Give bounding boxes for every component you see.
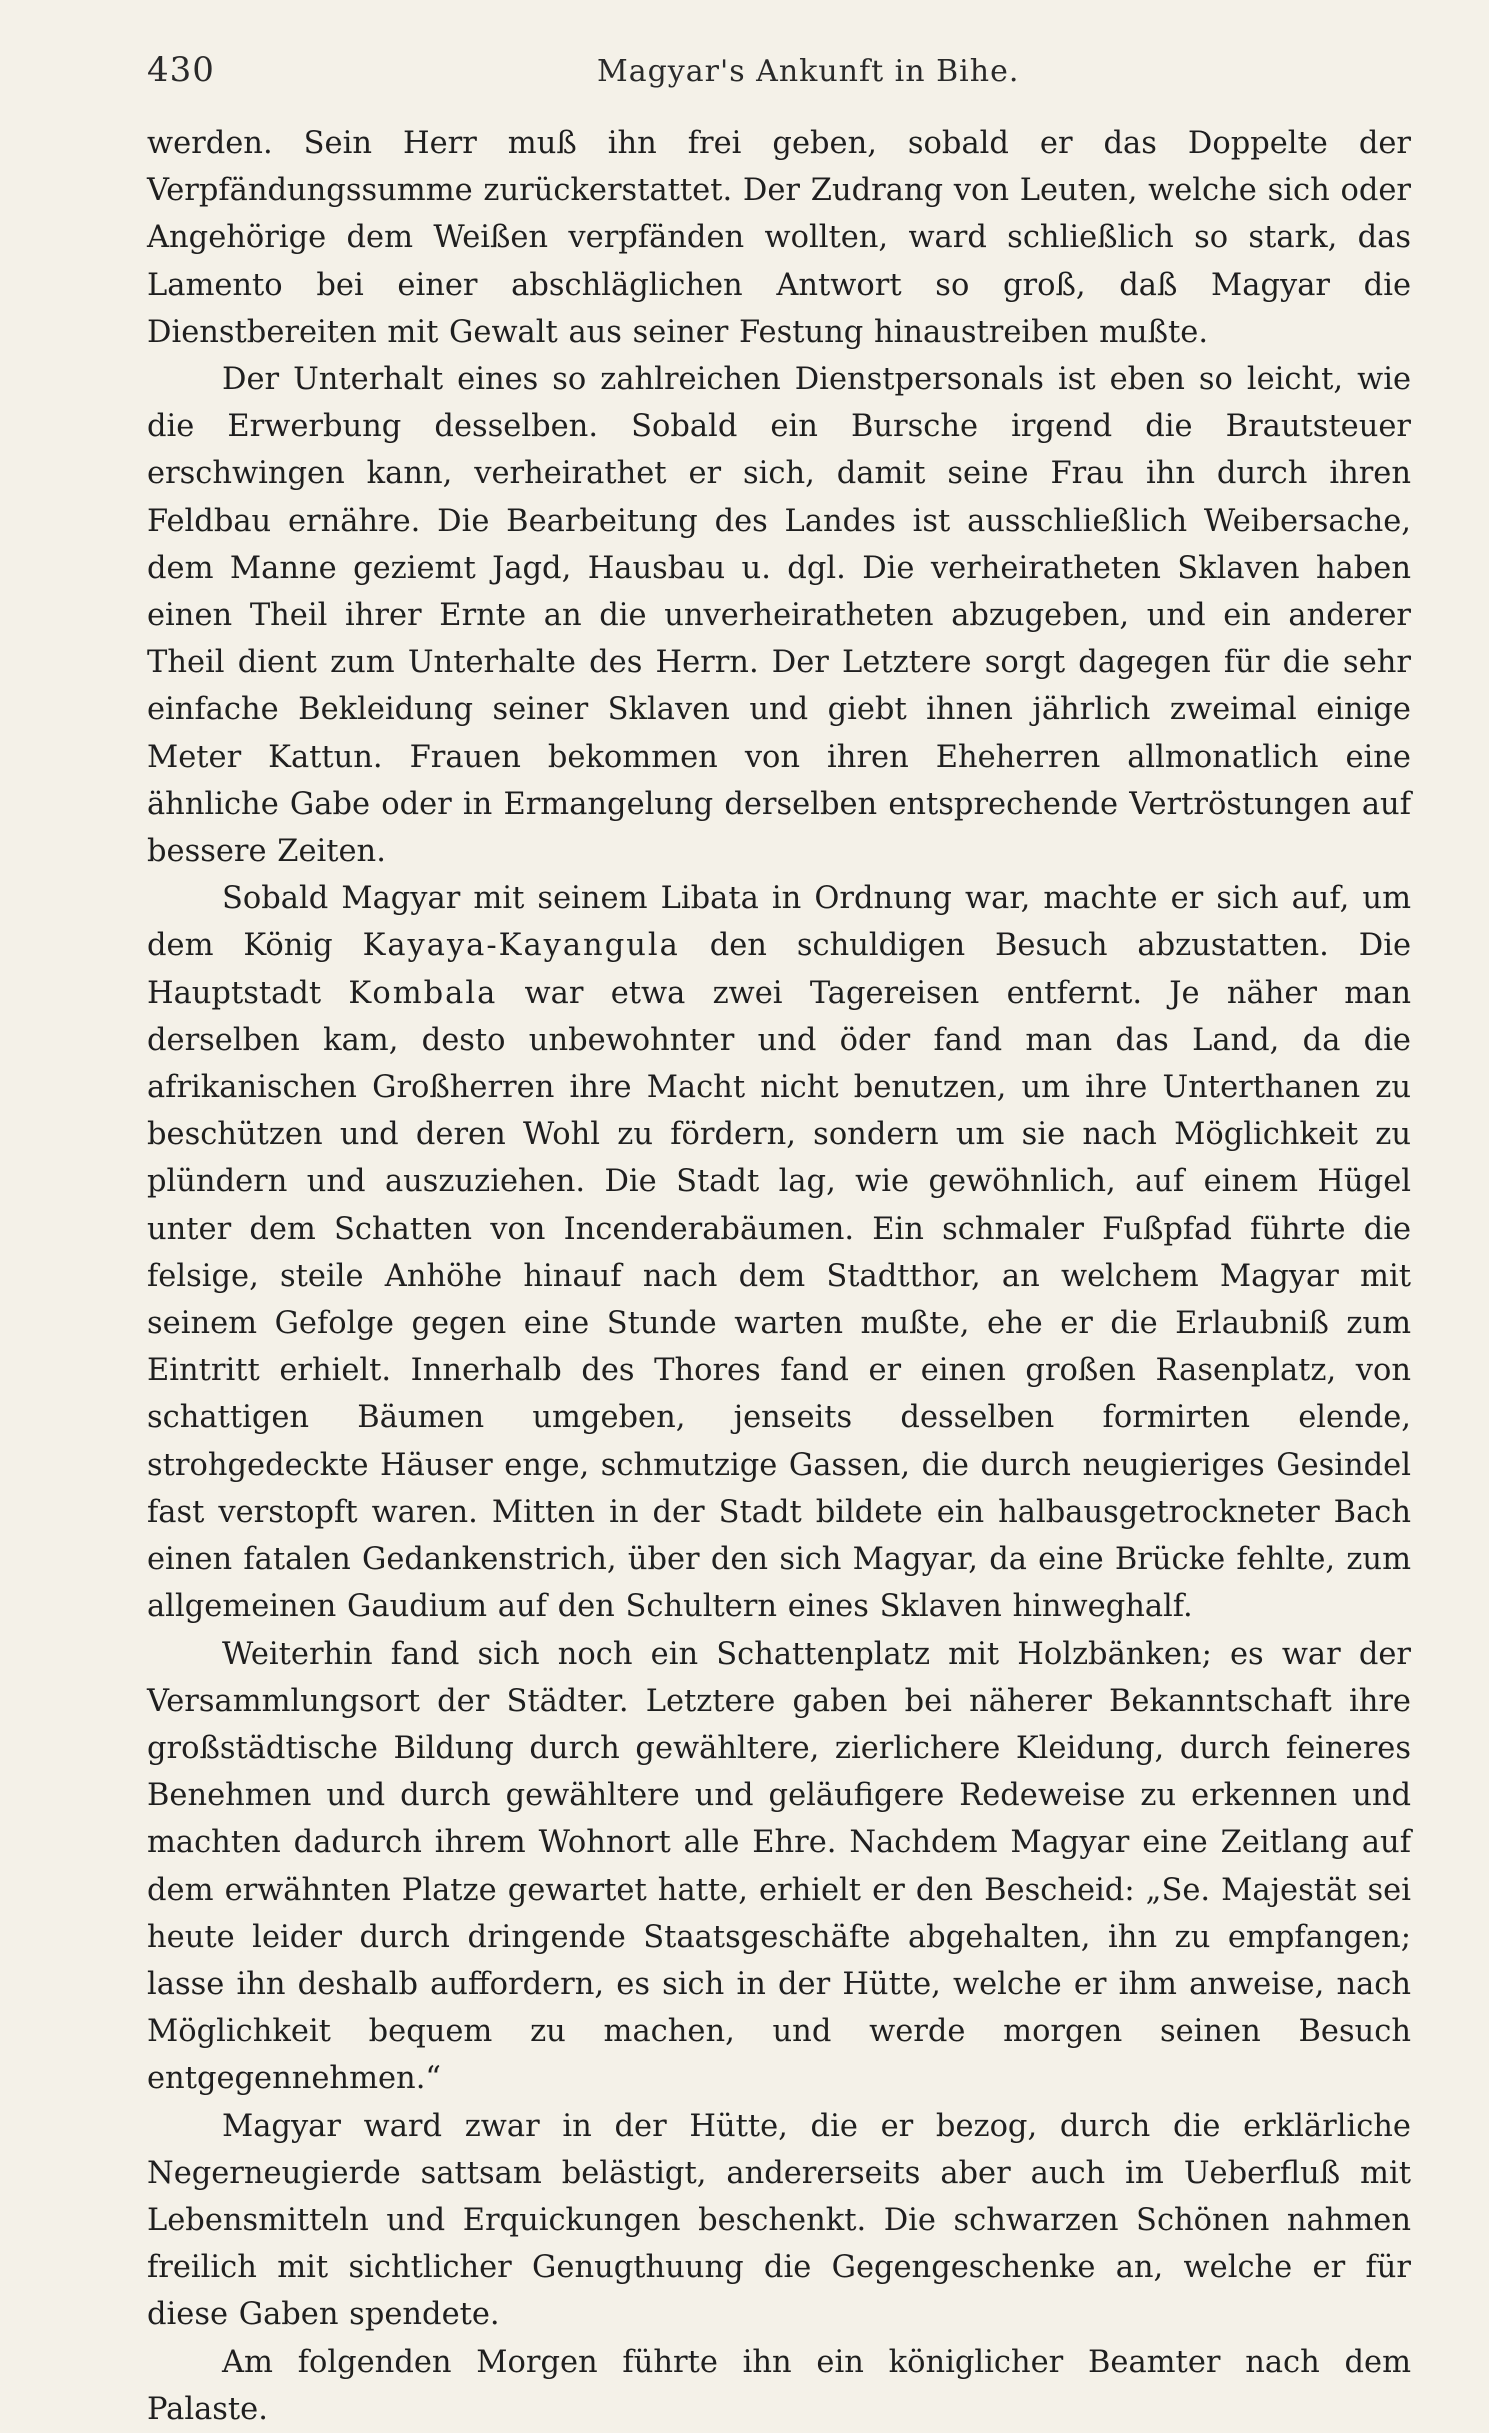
capital-name: Kombala [348, 975, 498, 1011]
paragraph [147, 875, 1411, 1630]
running-head [147, 50, 1411, 100]
paragraph-text: den schuldigen Besuch abzustatten. Die Hauptstadt [147, 928, 1411, 1011]
running-title: Magyar's Ankunft in Bihe. [597, 54, 1020, 89]
king-name: Kayaya-Kayangula [362, 928, 680, 964]
paragraph: Weiterhin fand sich noch ein Schattenplatz mit Holzbänken; es war der Versammlungsort der Städter. Letztere gaben bei näherer Bekanntschaft ihre großstädtische Bildung durch gewähltere, zierlichere Kleidung, durch feineres Benehmen und durch gewähltere und geläufigere Redeweise zu erkennen und machten dadurch ihrem Wohnort alle Ehre. Nachdem Magyar eine Zeitlang auf dem erwähnten Platze gewartet hatte, erhielt er den Bescheid: „Se. Majestät sei heute leider durch dringende Staatsgeschäfte abgehalten, ihn zu empfangen; lasse ihn deshalb auffordern, es sich in der Hütte, welche er ihm anweise, nach Möglichkeit bequem zu machen, und werde morgen seinen Besuch entgegennehmen.“ [147, 1636, 1411, 2097]
paragraph: Magyar ward zwar in der Hütte, die er bezog, durch die erklärliche Negerneugierde sattsam belästigt, andererseits aber auch im Ueberfluß mit Lebensmitteln und Erquickungen beschenkt. Die schwarzen Schönen nahmen freilich mit sichtlicher Genugthuung die Gegengeschenke an, welche er für diese Gaben spendete. [147, 2108, 1411, 2333]
paragraph-text: Sobald Magyar mit seinem Libata in Ordnung war, machte er sich auf, um dem König [147, 881, 1411, 964]
body-text [147, 120, 1411, 2433]
page-number: 430 [147, 50, 215, 90]
paragraph: werden. Sein Herr muß ihn frei geben, sobald er das Doppelte der Verpfändungssumme zurückerstattet. Der Zudrang von Leuten, welche sich oder Angehörige dem Weißen verpfänden wollten, ward schließlich so stark, das Lamento bei einer abschläglichen Antwort so groß, daß Magyar die Dienstbereiten mit Gewalt aus seiner Festung hinaustreiben mußte. [147, 126, 1411, 350]
paragraph: Am folgenden Morgen führte ihn ein königlicher Beamter nach dem Palaste. [147, 2344, 1411, 2427]
paragraph-text: war etwa zwei Tagereisen entfernt. Je näher man derselben kam, desto unbewohnter und öder fand man das Land, da die afrikanischen Großherren ihre Macht nicht benutzen, um ihre Unterthanen zu beschützen und deren Wohl zu fördern, sondern um sie nach Möglichkeit zu plündern und auszuziehen. Die Stadt lag, wie gewöhnlich, auf einem Hügel unter dem Schatten von Incenderabäumen. Ein schmaler Fußpfad führte die felsige, steile Anhöhe hinauf nach dem Stadtthor, an welchem Magyar mit seinem Gefolge gegen eine Stunde warten mußte, ehe er die Erlaubniß zum Eintritt erhielt. Innerhalb des Thores fand er einen großen Rasenplatz, von schattigen Bäumen umgeben, jenseits desselben formirten elende, strohgedeckte Häuser enge, schmutzige Gassen, die durch neugieriges Gesindel fast verstopft waren. Mitten in der Stadt bildete ein halbausgetrockneter Bach einen fatalen Gedankenstrich, über den sich Magyar, da eine Brücke fehlte, zum allgemeinen Gaudium auf den Schultern eines Sklaven hinweghalf. [147, 975, 1411, 1625]
paragraph: Der Unterhalt eines so zahlreichen Dienstpersonals ist eben so leicht, wie die Erwerbung desselben. Sobald ein Bursche irgend die Brautsteuer erschwingen kann, verheirathet er sich, damit seine Frau ihn durch ihren Feldbau ernähre. Die Bearbeitung des Landes ist ausschließlich Weibersache, dem Manne geziemt Jagd, Hausbau u. dgl. Die verheiratheten Sklaven haben einen Theil ihrer Ernte an die unverheiratheten abzugeben, und ein anderer Theil dient zum Unterhalte des Herrn. Der Letztere sorgt dagegen für die sehr einfache Bekleidung seiner Sklaven und giebt ihnen jährlich zweimal einige Meter Kattun. Frauen bekommen von ihren Eheherren allmonatlich eine ähnliche Gabe oder in Ermangelung derselben entsprechende Vertröstungen auf bessere Zeiten. [147, 362, 1411, 870]
